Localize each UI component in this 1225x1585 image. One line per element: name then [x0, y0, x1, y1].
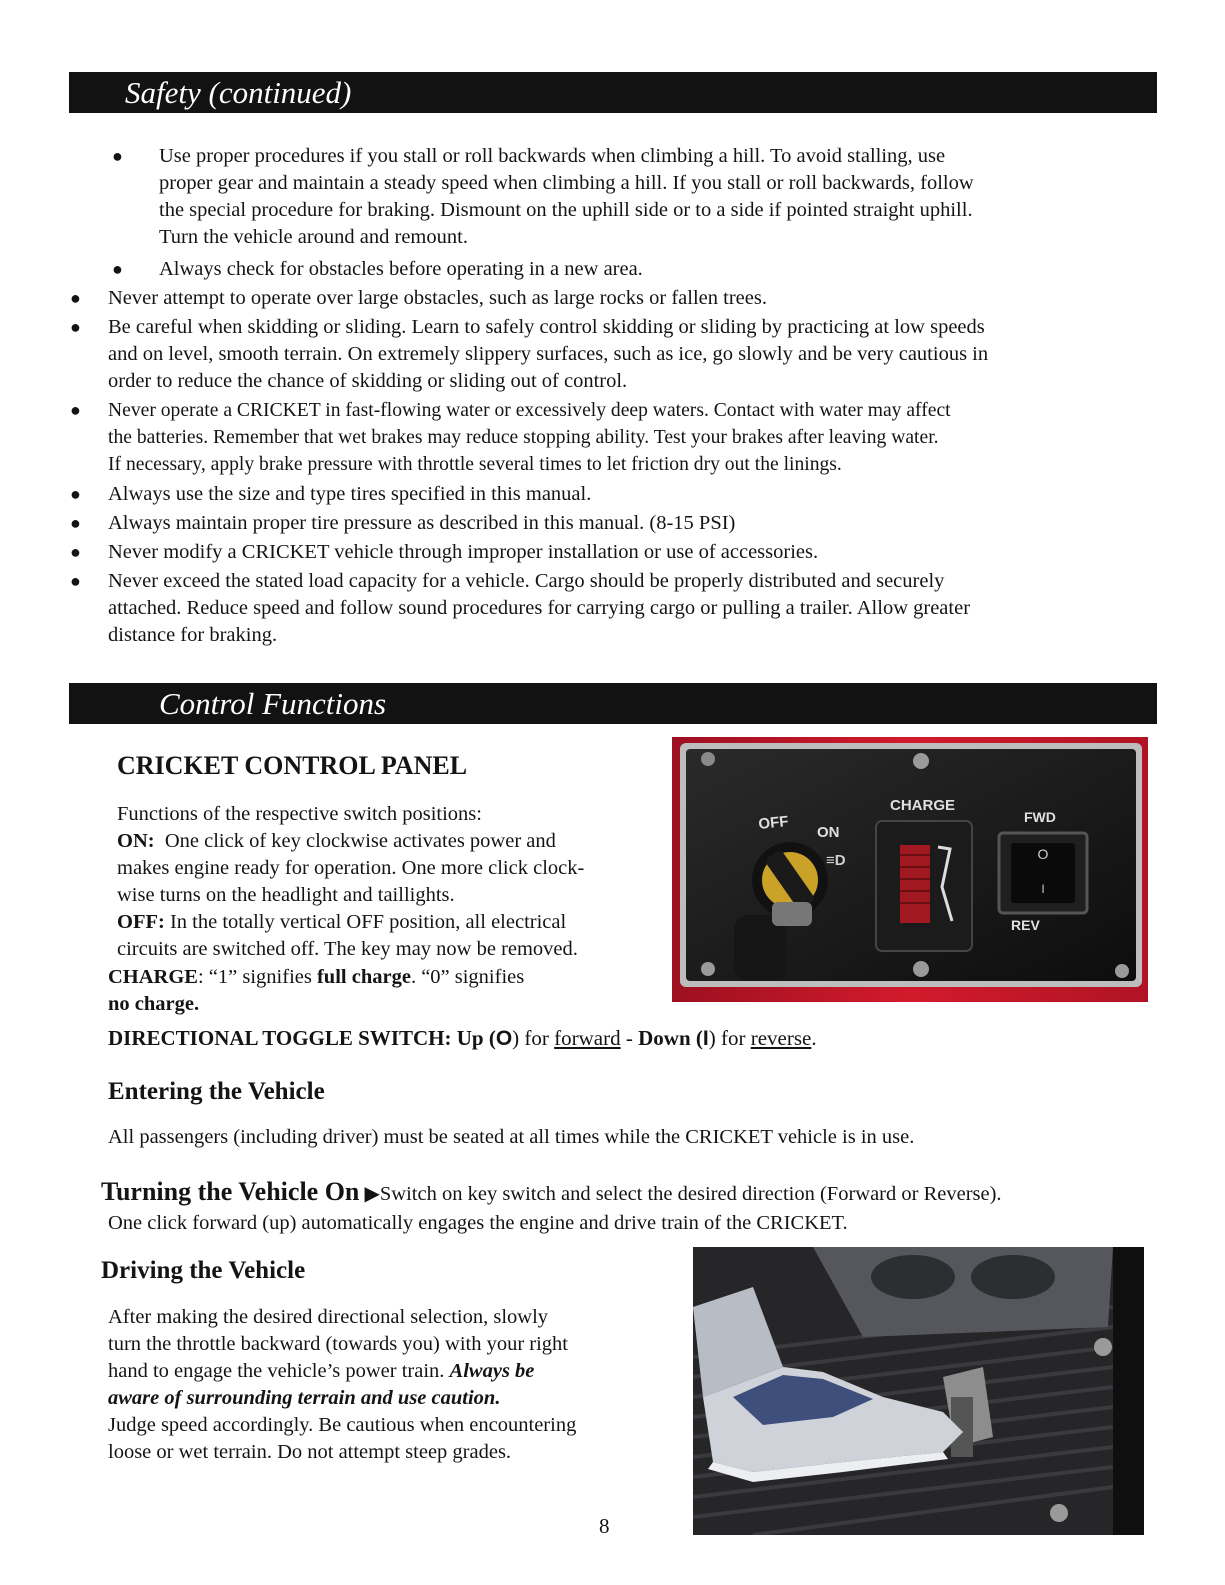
screw-icon — [701, 752, 715, 766]
turning-line-2: One click forward (up) automatically engages the engine and drive train of the CRICKET. — [108, 1212, 848, 1234]
control-panel-illustration — [672, 737, 1148, 1002]
arrow-right-icon: ▶ — [364, 1181, 380, 1205]
bullet-icon: ● — [70, 542, 81, 562]
control-section-header — [69, 683, 1157, 724]
panel-on-label: ON — [817, 824, 840, 841]
rocker-switch-icon — [999, 833, 1087, 913]
pedal-photo — [693, 1247, 1144, 1535]
list-item: Always use the size and type tires specified in this manual. — [108, 483, 592, 505]
panel-rev-label: REV — [1011, 917, 1040, 933]
list-item: Never attempt to operate over large obstacles, such as large rocks or fallen trees. — [108, 287, 767, 309]
screw-icon — [701, 962, 715, 976]
bullet-icon: ● — [70, 400, 81, 420]
driving-text: After making the desired directional selection, slowly turn the throttle backward (towards you) with your right hand to engage the vehicle’s power train. Always be aware of surrounding terrain and use caution. Judge speed accordingly. Be cautious when encountering loose or wet terrain. Do not attempt steep grades. — [108, 1306, 577, 1463]
bullet-icon: ● — [70, 288, 81, 308]
control-section-title: Control Functions — [159, 686, 387, 721]
panel-off-label: OFF — [757, 812, 790, 833]
panel-fwd-label: FWD — [1024, 809, 1056, 825]
list-item: Never modify a CRICKET vehicle through improper installation or use of accessories. — [108, 541, 819, 563]
bullet-icon: ● — [112, 146, 123, 166]
screw-icon — [1050, 1504, 1068, 1522]
turning-line-1: Turning the Vehicle On ▶Switch on key switch and select the desired direction (Forward or Reverse). — [101, 1177, 1002, 1206]
bullet-icon: ● — [70, 571, 81, 591]
charge-description: CHARGE: “1” signifies full charge. “0” signifies no charge. — [108, 966, 525, 1015]
screw-icon — [913, 961, 929, 977]
bullet-icon: ● — [70, 317, 81, 337]
entering-heading: Entering the Vehicle — [108, 1078, 325, 1105]
screw-icon — [913, 753, 929, 769]
list-item: Always maintain proper tire pressure as described in this manual. (8-15 PSI) — [108, 512, 736, 534]
bullet-icon: ● — [70, 513, 81, 533]
screw-icon — [1094, 1338, 1112, 1356]
page-number: 8 — [599, 1514, 610, 1538]
panel-charge-label: CHARGE — [890, 797, 956, 814]
cup-holder-icon — [813, 1247, 1113, 1337]
list-item: Use proper procedures if you stall or roll backwards when climbing a hill. To avoid stalling, use proper gear and maintain a steady speed when climbing a hill. If you stall or roll backwards, follow the special procedure for braking. Dismount on the uphill side or to a side if pointed straight uphill. Turn the vehicle around and remount. — [159, 145, 974, 248]
control-panel-photo — [672, 737, 1148, 1002]
safety-section-title: Safety (continued) — [125, 75, 352, 110]
turning-heading: Turning the Vehicle On — [101, 1177, 360, 1206]
rocker-one-label: I — [1041, 882, 1045, 896]
panel-heading: CRICKET CONTROL PANEL — [117, 751, 468, 780]
rocker-zero-label: O — [1037, 846, 1049, 862]
pedal-illustration — [693, 1247, 1144, 1535]
bullet-icon: ● — [70, 484, 81, 504]
list-item: Never exceed the stated load capacity for a vehicle. Cargo should be properly distributed and securely attached. Reduce speed and follow sound procedures for carrying cargo or pulling a trailer. Allow greater distance for braking. — [108, 570, 971, 646]
list-item: Always check for obstacles before operating in a new area. — [159, 258, 643, 280]
list-item: Be careful when skidding or sliding. Learn to safely control skidding or sliding by practicing at low speeds and on level, smooth terrain. On extremely slippery surfaces, such as ice, go slowly and be very cautious in order to reduce the chance of skidding or sliding out of control. — [108, 316, 989, 392]
toggle-description: DIRECTIONAL TOGGLE SWITCH: Up (O) for forward - Down (I) for reverse. — [108, 1026, 817, 1050]
panel-d-label: ≡D — [826, 852, 846, 869]
list-item: Never operate a CRICKET in fast-flowing water or excessively deep waters. Contact with water may affect the batteries. Remember that wet brakes may reduce stopping ability. Test your brakes after leaving water. If necessary, apply brake pressure with throttle several times to let friction dry out the linings. — [108, 400, 951, 475]
charge-meter-icon — [876, 821, 972, 951]
screw-icon — [1115, 964, 1129, 978]
entering-text: All passengers (including driver) must be seated at all times while the CRICKET vehicle is in use. — [108, 1126, 915, 1148]
safety-section-header — [69, 72, 1157, 113]
bullet-icon: ● — [112, 259, 123, 279]
panel-description: Functions of the respective switch positions: ON: One click of key clockwise activates power and makes engine ready for operation. One more click clock- wise turns on the headlight and taillights. OFF: In the totally vertical OFF position, all electrical circuits are switched off. The key may now be removed. — [117, 803, 585, 960]
driving-heading: Driving the Vehicle — [101, 1257, 306, 1284]
